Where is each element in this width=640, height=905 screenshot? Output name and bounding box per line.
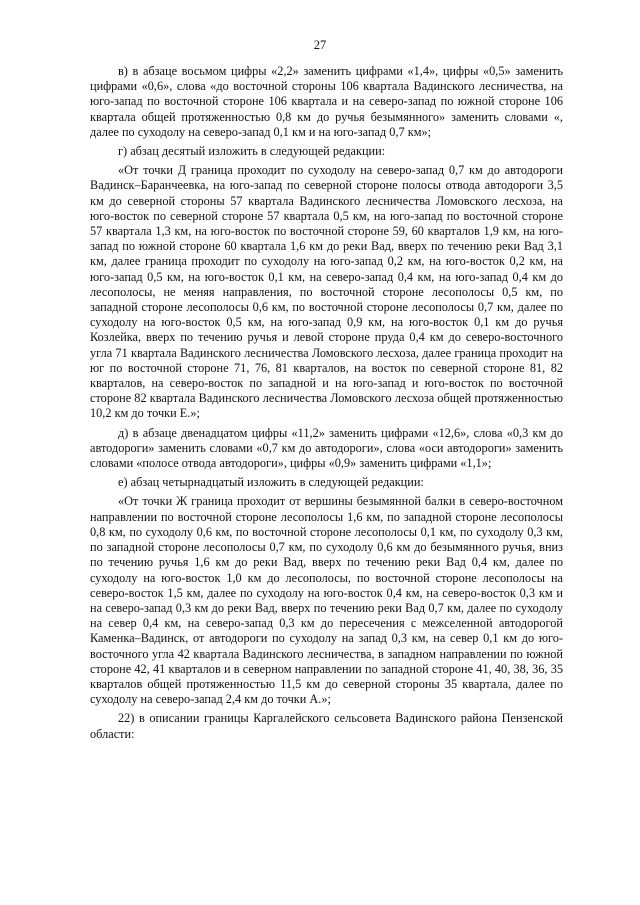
document-body (90, 64, 563, 746)
paragraph-g-text: «От точки Д граница проходит по суходолу на северо-запад 0,7 км до автодороги Вадинск–Баранчеевка, на юго-запад по северной стороне полосы отвода автодороги 3,5 км до северной стороны 57 квартала Вадинского лесничества Ломовского лесхоза, на юго-восток по северной стороне 57 квартала 0,5 км, на юго-запад по восточной стороне 57 квартала 1,3 км, на юго-восток по восточной стороне 59, 60 кварталов 1,9 км, на юго-запад по южной стороне 60 квартала 1,6 км до реки Вад, вверх по течению реки Вад 3,1 км, далее граница проходит по суходолу на юго-запад 0,2 км, на юго-восток 0,2 км, на юго-запад 0,5 км, на юго-восток 0,1 км, на северо-запад 0,4 км, на юго-запад 0,4 км до лесополосы, не меняя направления, по восточной стороне лесополосы 0,5 км, по западной стороне лесополосы 0,6 км, по восточной стороне лесополосы 0,7 км, далее по суходолу на юго-восток 0,5 км, на юго-запад 0,9 км, на юго-восток 0,1 км до ручья Козлейка, вверх по течению ручья и левой стороне пруда 0,4 км до северо-восточного угла 71 квартала Вадинского лесничества Ломовского лесхоза, далее граница проходит на юг по восточной стороне 71, 76, 81 кварталов, на восток по северной стороне 81, 82 кварталов, на северо-восток по западной и на юго-запад и юго-восток по восточной стороне 82 квартала Вадинского лесничества Ломовского лесхоза общей протяженностью 10,2 км до точки Е.»; (90, 163, 563, 421)
paragraph-e-text: «От точки Ж граница проходит от вершины безымянной балки в северо-восточном направлении по восточной стороне лесополосы 1,6 км, по западной стороне лесополосы 0,8 км, по суходолу 0,6 км, по восточной стороне лесополосы 0,1 км, по суходолу 0,3 км, по западной стороне лесополосы 0,7 км, по суходолу 0,6 км до безымянного ручья, вниз по течению ручья 1,6 км до реки Вад, вверх по течению реки Вад 0,4 км, далее по суходолу на юго-восток 1,0 км до лесополосы, по восточной стороне лесополосы на северо-восток 1,5 км, далее по суходолу на юго-восток 0,4 км, на северо-восток 0,3 км и на северо-запад 0,3 км до реки Вад, вверх по течению реки Вад 0,7 км, далее по суходолу на север 0,4 км, на северо-запад 0,3 км до пересечения с межселенной автодорогой Каменка–Вадинск, от автодороги по суходолу на запад 0,3 км, на север 0,1 км до юго-восточного угла 42 квартала Вадинского лесничества, в западном направлении по южной стороне 42, 41 кварталов и в северном направлении по западной стороне 41, 40, 38, 36, 35 кварталов общей протяженностью 11,5 км до северной стороны 35 квартала, далее по суходолу на северо-запад 2,4 км до точки А.»; (90, 494, 563, 707)
paragraph-d: д) в абзаце двенадцатом цифры «11,2» заменить цифрами «12,6», слова «0,3 км до автодороги» заменить словами «0,7 км до автодороги», слова «оси автодороги» заменить словами «полосе отвода автодороги», цифры «0,9» заменить цифрами «1,1»; (90, 425, 563, 471)
paragraph-g-heading: г) абзац десятый изложить в следующей редакции: (118, 144, 386, 159)
paragraph-22: 22) в описании границы Каргалейского сельсовета Вадинского района Пензенской области: (90, 711, 563, 741)
paragraph-e-heading: е) абзац четырнадцатый изложить в следующей редакции: (118, 475, 424, 490)
page-number: 27 (313, 38, 327, 52)
paragraph-v: в) в абзаце восьмом цифры «2,2» заменить цифрами «1,4», цифры «0,5» заменить цифрами «0,6», слова «до восточной стороны 106 квартала Вадинского лесничества, на юго-запад по восточной стороне 106 квартала и на северо-запад по южной стороне 106 квартала общей протяженностью 0,8 км до ручья безымянного» заменить словами «, далее по суходолу на северо-запад 0,1 км и на юго-запад 0,7 км»; (90, 64, 563, 139)
